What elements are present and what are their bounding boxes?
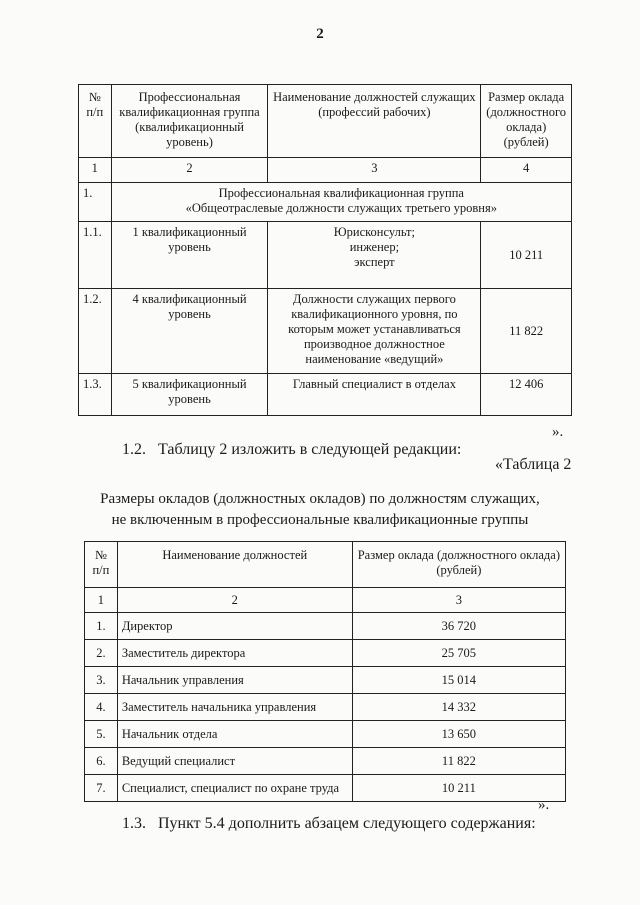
- table1-closing-quote: ».: [552, 424, 564, 440]
- qualification-groups-table: [78, 84, 572, 416]
- page-number: 2: [316, 26, 324, 42]
- row-number: 1.: [85, 613, 118, 640]
- row-number: 6.: [85, 748, 118, 775]
- column-number: 1: [79, 158, 112, 183]
- column-number: 3: [352, 588, 565, 613]
- group-title-line: Профессиональная квалификационная группа: [218, 186, 464, 200]
- group-title: [111, 183, 571, 222]
- heading-line: не включенным в профессиональные квалификационные группы: [111, 512, 529, 528]
- table-row: [85, 721, 566, 748]
- salary-value: 11 822: [481, 289, 572, 374]
- header-position-names: Наименование должностей: [117, 542, 352, 588]
- row-number: 7.: [85, 775, 118, 802]
- row-number: 1.2.: [79, 289, 112, 374]
- position-name: Специалист, специалист по охране труда: [117, 775, 352, 802]
- salary-value: 10 211: [481, 222, 572, 289]
- table-header-row: [79, 85, 572, 158]
- header-salary: Размер оклада (должностного оклада) (рублей): [352, 542, 565, 588]
- column-number: 2: [111, 158, 268, 183]
- header-position-names: Наименование должностей служащих (профессий рабочих): [268, 85, 481, 158]
- position-name: Ведущий специалист: [117, 748, 352, 775]
- column-number: 1: [85, 588, 118, 613]
- position-name: Заместитель директора: [117, 640, 352, 667]
- position-name: Директор: [117, 613, 352, 640]
- header-qualification-group: Профессиональная квалификационная группа (квалификационный уровень): [111, 85, 268, 158]
- table-row: [85, 694, 566, 721]
- group-row: [79, 183, 572, 222]
- salary-value: 11 822: [352, 748, 565, 775]
- column-number-row: [79, 158, 572, 183]
- row-number: 3.: [85, 667, 118, 694]
- group-number: 1.: [79, 183, 112, 222]
- table-row: [79, 289, 572, 374]
- table-header-row: [85, 542, 566, 588]
- table-row: [85, 640, 566, 667]
- salary-value: 25 705: [352, 640, 565, 667]
- salary-value: 12 406: [481, 374, 572, 416]
- position-names: Главный специалист в отделах: [268, 374, 481, 416]
- column-number: 4: [481, 158, 572, 183]
- row-number: 1.1.: [79, 222, 112, 289]
- salary-value: 13 650: [352, 721, 565, 748]
- qualification-level: 5 квалификационный уровень: [111, 374, 268, 416]
- table2-closing-quote: ».: [538, 797, 550, 813]
- table2-heading: [0, 489, 640, 531]
- position-names: [268, 222, 481, 289]
- salary-value: 36 720: [352, 613, 565, 640]
- table2-label: «Таблица 2: [495, 456, 572, 473]
- column-number-row: [85, 588, 566, 613]
- salary-value: 14 332: [352, 694, 565, 721]
- position-name: Заместитель начальника управления: [117, 694, 352, 721]
- position-name: Юрисконсульт;: [333, 225, 415, 239]
- table-row: [85, 667, 566, 694]
- position-name: Начальник управления: [117, 667, 352, 694]
- group-title-line: «Общеотраслевые должности служащих третьего уровня»: [185, 201, 497, 215]
- table-row: [85, 748, 566, 775]
- row-number: 2.: [85, 640, 118, 667]
- table-row: [85, 613, 566, 640]
- header-number: № п/п: [79, 85, 112, 158]
- row-number: 1.3.: [79, 374, 112, 416]
- table-row: [79, 374, 572, 416]
- column-number: 2: [117, 588, 352, 613]
- salary-value: 10 211: [352, 775, 565, 802]
- salary-value: 15 014: [352, 667, 565, 694]
- position-salary-table: [84, 541, 566, 802]
- position-name: эксперт: [354, 255, 395, 269]
- qualification-level: 1 квалификационный уровень: [111, 222, 268, 289]
- row-number: 4.: [85, 694, 118, 721]
- position-names: Должности служащих первого квалификационного уровня, по которым может устанавливаться производное должностное наименование «ведущий»: [268, 289, 481, 374]
- position-name: инженер;: [349, 240, 400, 254]
- position-name: Начальник отдела: [117, 721, 352, 748]
- row-number: 5.: [85, 721, 118, 748]
- instruction-paragraph: 1.2. Таблицу 2 изложить в следующей редакции:: [122, 441, 462, 458]
- heading-line: Размеры окладов (должностных окладов) по должностям служащих,: [100, 491, 540, 507]
- table-row: [85, 775, 566, 802]
- header-number: № п/п: [85, 542, 118, 588]
- header-salary: Размер оклада (должностного оклада) (рублей): [481, 85, 572, 158]
- table-row: [79, 222, 572, 289]
- instruction-paragraph: 1.3. Пункт 5.4 дополнить абзацем следующего содержания:: [122, 815, 536, 832]
- qualification-level: 4 квалификационный уровень: [111, 289, 268, 374]
- column-number: 3: [268, 158, 481, 183]
